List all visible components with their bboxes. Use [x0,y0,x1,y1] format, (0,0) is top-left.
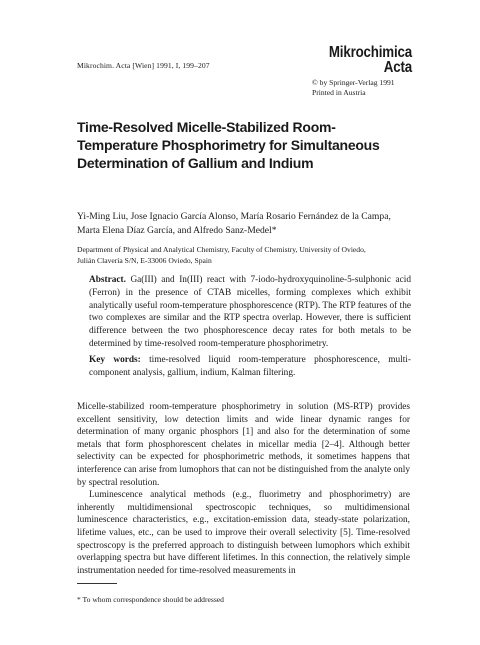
affiliation-line-1: Department of Physical and Analytical Chemistry, Faculty of Chemistry, University of Oviedo, [77,245,366,254]
keywords-text: time-resolved liquid room-temperature phosphorescence, multi-component analysis, gallium, indium, Kalman filtering. [89,355,411,378]
abstract-text: Ga(III) and In(III) react with 7-iodo-hydroxyquinoline-5-sulphonic acid (Ferron) in the presence of CTAB micelles, forming complexes which exhibit analytically useful room-temperature phosphorescence (RTP). The RTP features of the two complexes are similar and the RTP spectra overlap. However, there is sufficient difference between the two phosphorescence decay rates for both metals to be determined by time-resolved room-temperature phosphorimetry. [89,275,411,349]
authors-line-2: Marta Elena Díaz García, and Alfredo Sanz-Medel* [77,225,277,236]
copyright-notice: © by Springer-Verlag 1991 [312,78,395,87]
body-paragraph-1: Micelle-stabilized room-temperature phosphorimetry in solution (MS-RTP) provides excellent sensitivity, low detection limits and wide linear dynamic ranges for determination of many organic phosphors [1] and also for the determination of some metals that form phosphorescent chelates in micellar media [2–4]. Although better selectivity can be expected for phosphorimetric methods, it sometimes happens that interference can arise from lumophors that can not be distinguished from the analyte only by spectral resolution. [77,402,410,488]
author-affiliation [77,245,422,266]
journal-reference: Mikrochim. Acta [Wien] 1991, I, 199–207 [77,61,210,70]
keywords-label: Key words: [89,355,141,365]
journal-masthead [300,45,412,97]
authors-line-1: Yi-Ming Liu, Jose Ignacio García Alonso, María Rosario Fernández de la Campa, [77,211,391,222]
copyright-block [312,78,412,97]
journal-logo-line-2: Acta [383,59,412,76]
printed-in-notice: Printed in Austria [312,87,366,97]
abstract-label: Abstract. [89,275,126,285]
body-paragraph-2: Luminescence analytical methods (e.g., fluorimetry and phosphorimetry) are inherently multidimensional spectroscopic techniques, so multidimensional luminescence characteristics, e.g., excitation-emission data, steady-state polarization, lifetime values, etc., can be used to improve their overall selectivity [5]. Time-resolved spectroscopy is the preferred approach to distinguish between lumophors which exhibit overlapping spectra but have different lifetimes. In this connection, the relatively simple instrumentation needed for time-resolved measurements in [77,490,410,576]
footnote-divider [77,583,117,584]
journal-logo [316,45,412,75]
journal-logo-line-1: Mikrochimica [328,44,412,61]
abstract [89,274,411,351]
affiliation-line-2: Julián Clavería S/N, E-33006 Oviedo, Spain [77,255,212,265]
keywords [89,354,411,380]
author-list [77,210,422,238]
footnote: * To whom correspondence should be addressed [77,595,224,604]
article-title: Time-Resolved Micelle-Stabilized Room-Temperature Phosphorimetry for Simultaneous Determination of Gallium and Indium [77,119,380,171]
article-body [77,401,410,577]
